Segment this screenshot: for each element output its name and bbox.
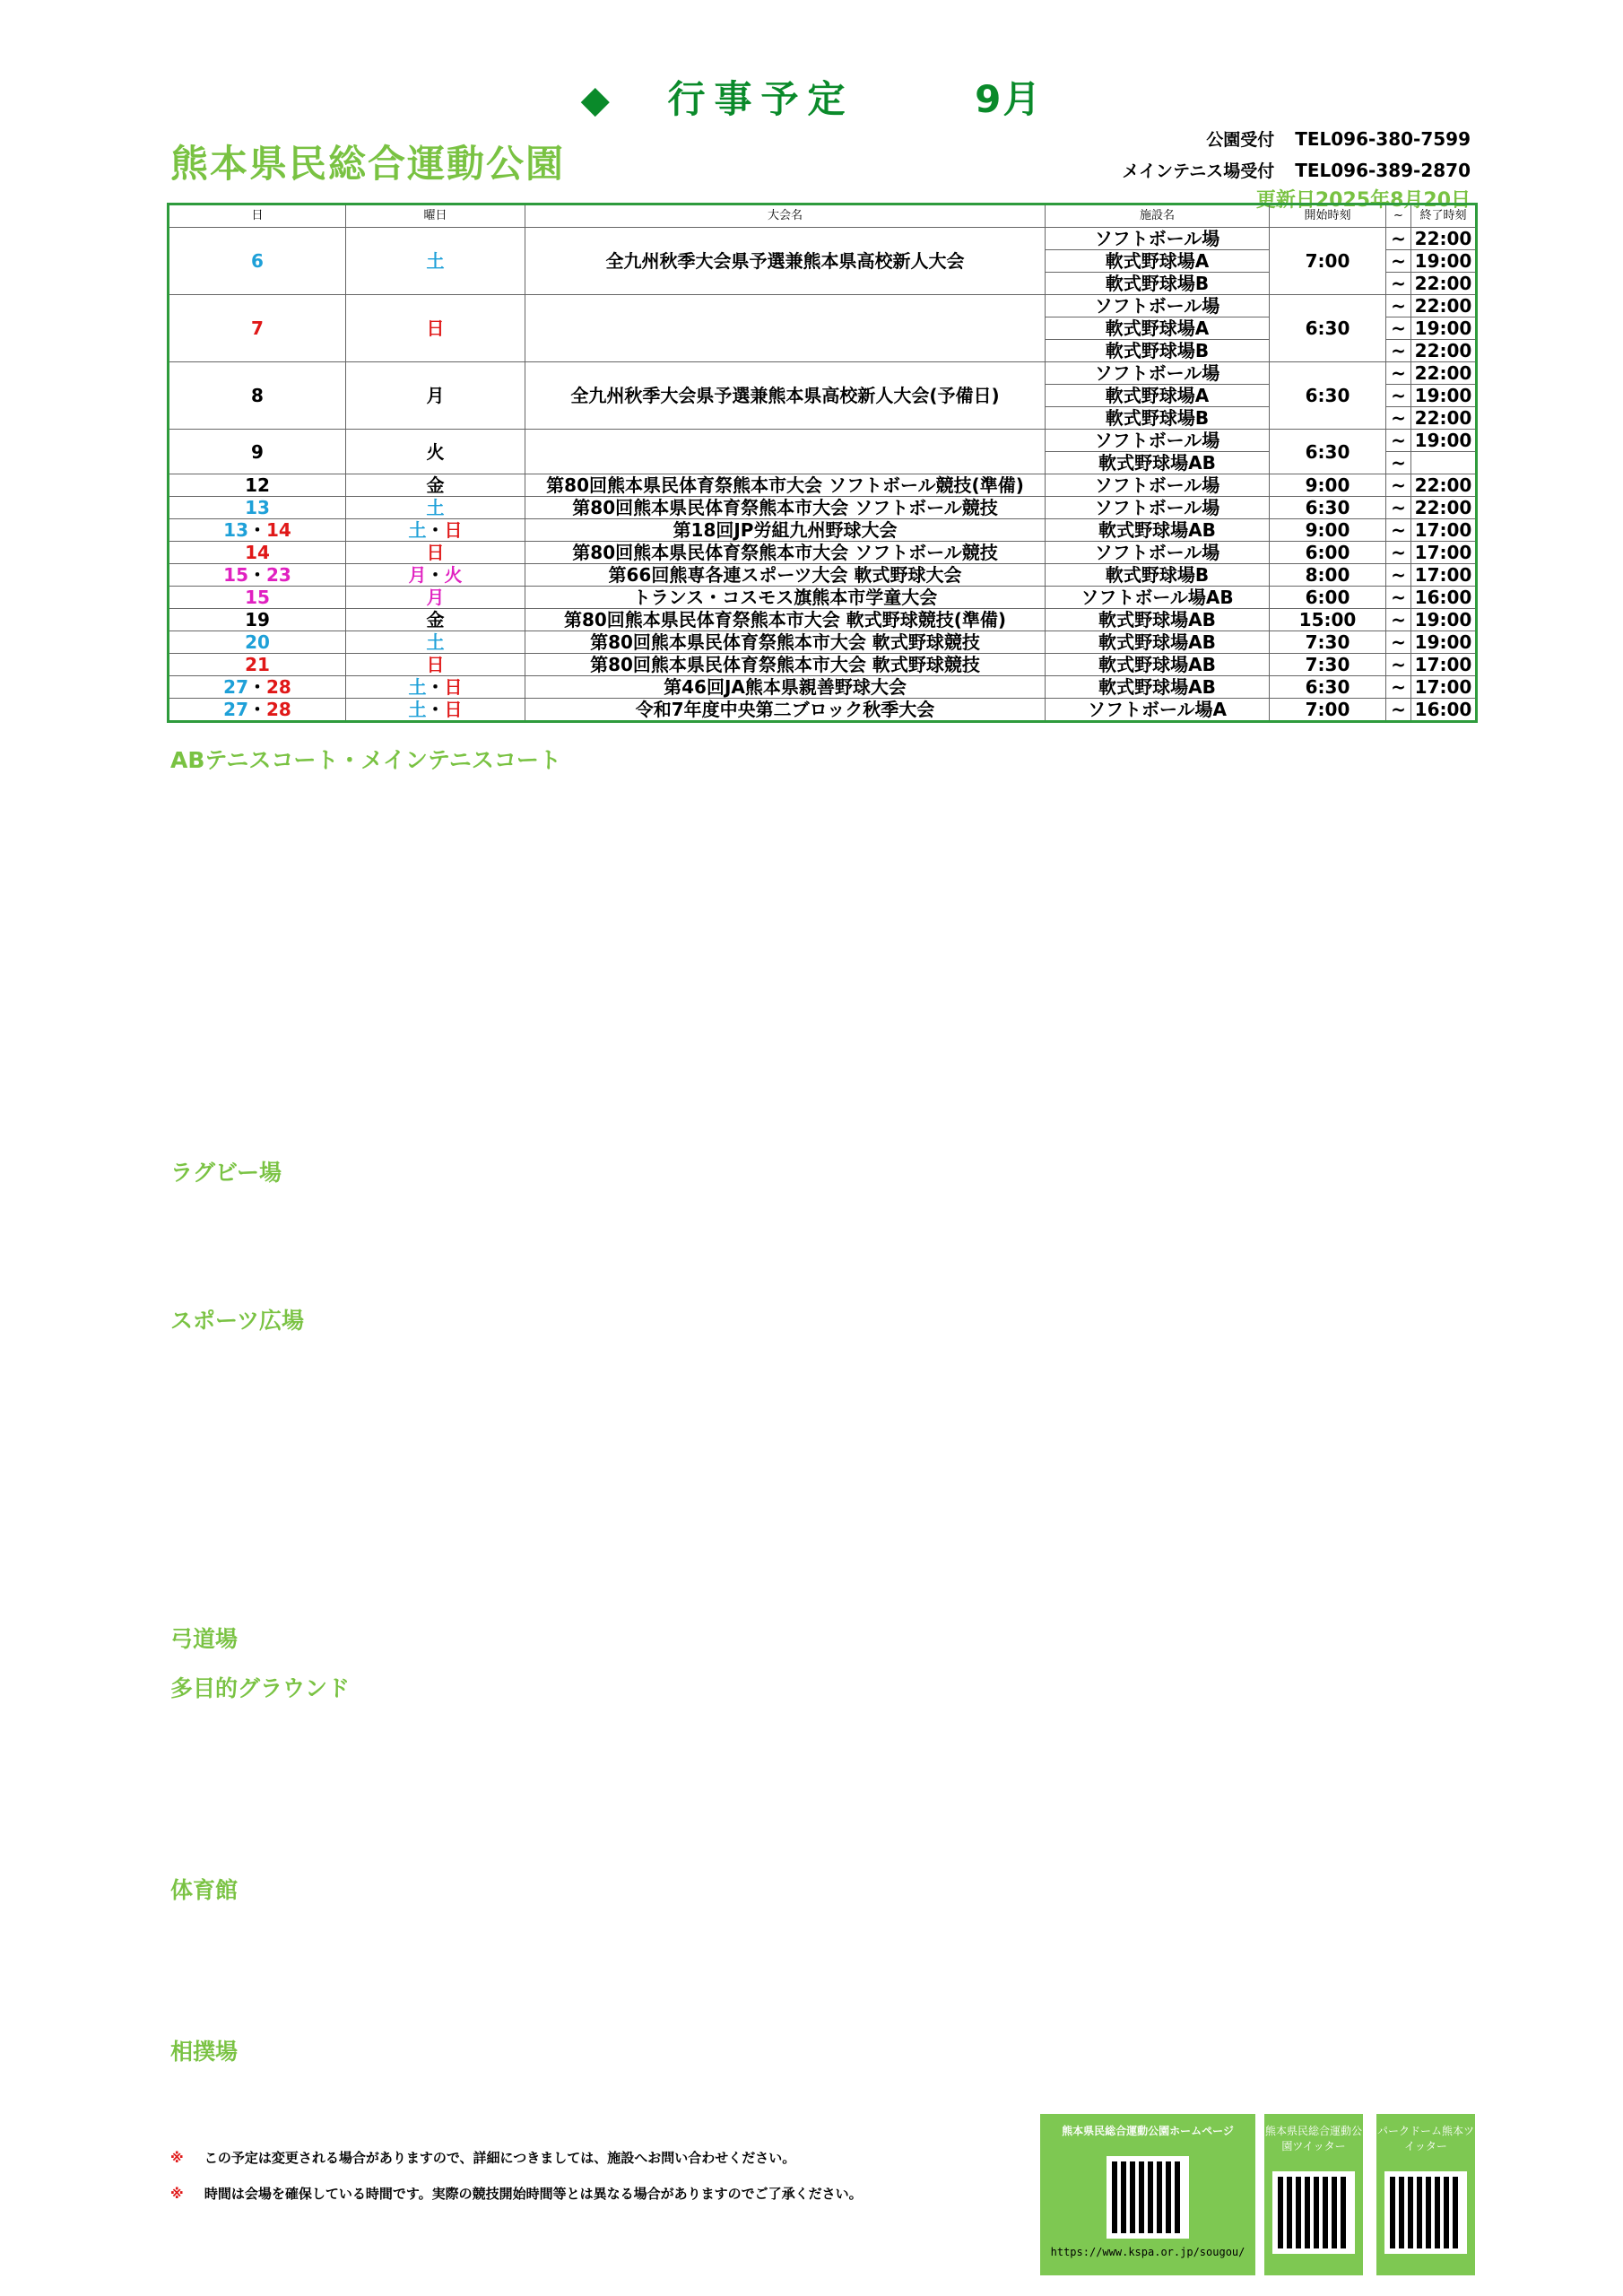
day-cell: 12 <box>245 474 270 496</box>
venue-cell: 軟式野球場B <box>1046 340 1270 362</box>
event-cell: 第80回熊本県民体育祭熊本市大会 軟式野球競技(準備) <box>525 609 1046 631</box>
qr-twitter-park[interactable] <box>1264 2114 1363 2275</box>
table-row <box>169 497 1477 519</box>
weekday-cell: 土 <box>408 519 427 541</box>
qr-twitter-dome[interactable] <box>1376 2114 1475 2275</box>
diamond-icon: ◆ <box>580 77 619 121</box>
table-row <box>169 542 1477 564</box>
end-time-cell: 17:00 <box>1411 654 1477 676</box>
tilde-cell: ~ <box>1386 385 1411 407</box>
tilde-cell: ~ <box>1386 699 1411 722</box>
park-name: 熊本県民総合運動公園 <box>170 142 566 186</box>
day-cell: 21 <box>245 654 270 675</box>
section-title: 体育館 <box>170 1877 239 1903</box>
table-row <box>169 295 1477 317</box>
tilde-cell: ~ <box>1386 407 1411 430</box>
tilde-cell: ~ <box>1386 542 1411 564</box>
weekday-cell: 日 <box>444 519 463 541</box>
day-cell: 14 <box>245 542 270 563</box>
tilde-cell: ~ <box>1386 631 1411 654</box>
weekday-cell: 土 <box>408 699 427 720</box>
start-time-cell: 6:30 <box>1270 430 1386 474</box>
venue-cell: ソフトボール場AB <box>1046 587 1270 609</box>
end-time-cell: 19:00 <box>1411 631 1477 654</box>
day-cell: 23 <box>266 564 291 586</box>
venue-cell: 軟式野球場AB <box>1046 609 1270 631</box>
header-venue: 施設名 <box>1046 204 1270 228</box>
event-cell <box>525 295 1046 362</box>
weekday-cell: 日 <box>426 317 445 339</box>
footer-note-2 <box>170 2184 863 2203</box>
event-cell: 第80回熊本県民体育祭熊本市大会 ソフトボール競技 <box>525 542 1046 564</box>
tilde-cell: ~ <box>1386 250 1411 273</box>
venue-cell: 軟式野球場AB <box>1046 654 1270 676</box>
venue-cell: ソフトボール場A <box>1046 699 1270 722</box>
table-row <box>169 430 1477 452</box>
table-row: 27・28 土・日 令和7年度中央第二ブロック秋季大会 ソフトボール場A 7:00 ~ 16:00 <box>169 699 1477 722</box>
weekday-cell: 日 <box>444 699 463 720</box>
end-time-cell: 22:00 <box>1411 295 1477 317</box>
tilde-cell: ~ <box>1386 654 1411 676</box>
day-cell: 15 <box>245 587 270 608</box>
day-cell: 8 <box>251 385 264 406</box>
note-text: 時間は会場を確保している時間です。実際の競技開始時間等とは異なる場合がありますのでご了承ください。 <box>204 2186 863 2202</box>
tilde-cell: ~ <box>1386 340 1411 362</box>
start-time-cell: 9:00 <box>1270 519 1386 542</box>
event-cell: 第80回熊本県民体育祭熊本市大会 ソフトボール競技(準備) <box>525 474 1046 497</box>
note-text: この予定は変更される場合がありますので、詳細につきましては、施設へお問い合わせください。 <box>204 2150 796 2166</box>
event-cell <box>525 430 1046 474</box>
end-time-cell: 16:00 <box>1411 587 1477 609</box>
weekday-cell: 金 <box>426 609 445 631</box>
day-cell: 9 <box>251 440 264 463</box>
event-cell: 第80回熊本県民体育祭熊本市大会 軟式野球競技 <box>525 654 1046 676</box>
table-row: 15・23 月・火 第66回熊専各連スポーツ大会 軟式野球大会 軟式野球場B 8:00 ~ 17:00 <box>169 564 1477 587</box>
end-time-cell: 22:00 <box>1411 362 1477 385</box>
venue-cell: 軟式野球場B <box>1046 407 1270 430</box>
end-time-cell: 22:00 <box>1411 497 1477 519</box>
section-title: 弓道場 <box>170 1626 239 1652</box>
table-row <box>169 654 1477 676</box>
day-cell: 28 <box>266 699 291 720</box>
event-cell: 令和7年度中央第二ブロック秋季大会 <box>525 699 1046 722</box>
day-cell: 7 <box>251 317 264 339</box>
tilde-cell: ~ <box>1386 362 1411 385</box>
weekday-cell: 土 <box>426 497 445 518</box>
header-weekday: 曜日 <box>346 204 525 228</box>
end-time-cell: 17:00 <box>1411 676 1477 699</box>
tilde-cell: ~ <box>1386 676 1411 699</box>
table-row <box>169 474 1477 497</box>
title-text: 行事予定 <box>667 77 855 121</box>
table-row <box>169 362 1477 385</box>
venue-cell: 軟式野球場A <box>1046 250 1270 273</box>
day-cell: 6 <box>251 250 264 272</box>
start-time-cell: 7:00 <box>1270 699 1386 722</box>
end-time-cell: 19:00 <box>1411 385 1477 407</box>
end-time-cell: 19:00 <box>1411 609 1477 631</box>
day-cell: 14 <box>266 519 291 541</box>
weekday-cell: 月 <box>426 587 445 608</box>
section-title: 相撲場 <box>170 2039 239 2065</box>
qr-code-icon <box>1272 2171 1355 2254</box>
day-cell: 27 <box>223 676 248 698</box>
section-title: スポーツ広場 <box>170 1308 305 1334</box>
venue-cell: ソフトボール場 <box>1046 497 1270 519</box>
venue-cell: ソフトボール場 <box>1046 430 1270 452</box>
start-time-cell: 6:30 <box>1270 295 1386 362</box>
end-time-cell: 17:00 <box>1411 564 1477 587</box>
note-mark: ※ <box>170 2150 184 2166</box>
contact-park-tel: TEL096-380-7599 <box>1295 128 1471 150</box>
start-time-cell: 9:00 <box>1270 474 1386 497</box>
qr-code-icon <box>1384 2171 1467 2254</box>
start-time-cell: 6:00 <box>1270 587 1386 609</box>
section-title: ABテニスコート・メインテニスコート <box>170 747 561 773</box>
weekday-cell: 月 <box>426 385 445 406</box>
venue-cell: 軟式野球場A <box>1046 385 1270 407</box>
end-time-cell <box>1411 452 1477 474</box>
contact-block <box>1122 124 1471 187</box>
venue-cell: ソフトボール場 <box>1046 542 1270 564</box>
title-month: 9月 <box>975 77 1043 121</box>
header-day: 日 <box>169 204 346 228</box>
weekday-cell: 月 <box>408 564 427 586</box>
tilde-cell: ~ <box>1386 497 1411 519</box>
table-row <box>169 228 1477 250</box>
weekday-cell: 土 <box>426 631 445 653</box>
end-time-cell: 22:00 <box>1411 340 1477 362</box>
page-title <box>0 70 1623 124</box>
footer-note-1 <box>170 2148 795 2167</box>
end-time-cell: 17:00 <box>1411 519 1477 542</box>
event-cell: 第80回熊本県民体育祭熊本市大会 軟式野球競技 <box>525 631 1046 654</box>
tilde-cell: ~ <box>1386 273 1411 295</box>
table-row <box>169 609 1477 631</box>
qr-code-icon <box>1107 2156 1189 2239</box>
day-cell: 27 <box>223 699 248 720</box>
venue-cell: ソフトボール場 <box>1046 362 1270 385</box>
tilde-cell: ~ <box>1386 587 1411 609</box>
qr-homepage-label: 熊本県民総合運動公園ホームページ <box>1062 2125 1234 2137</box>
end-time-cell: 22:00 <box>1411 228 1477 250</box>
start-time-cell: 7:30 <box>1270 654 1386 676</box>
day-cell: 19 <box>245 609 270 631</box>
tilde-cell: ~ <box>1386 474 1411 497</box>
tilde-cell: ~ <box>1386 228 1411 250</box>
start-time-cell: 8:00 <box>1270 564 1386 587</box>
venue-cell: 軟式野球場AB <box>1046 519 1270 542</box>
qr-twitter-park-label: 熊本県民総合運動公園ツイッター <box>1264 2125 1362 2152</box>
event-cell: 第18回JP労組九州野球大会 <box>525 519 1046 542</box>
weekday-cell: 火 <box>426 440 445 463</box>
updated-date: 更新日2025年8月20日 <box>1255 189 1471 212</box>
day-cell: 15 <box>223 564 248 586</box>
venue-cell: ソフトボール場 <box>1046 295 1270 317</box>
event-cell: 第46回JA熊本県親善野球大会 <box>525 676 1046 699</box>
contact-park-label: 公園受付 <box>1206 130 1275 150</box>
day-cell: 13 <box>223 519 248 541</box>
day-cell: 28 <box>266 676 291 698</box>
venue-cell: ソフトボール場 <box>1046 228 1270 250</box>
start-time-cell: 15:00 <box>1270 609 1386 631</box>
table-row <box>169 587 1477 609</box>
tilde-cell: ~ <box>1386 519 1411 542</box>
event-cell: トランス・コスモス旗熊本市学童大会 <box>525 587 1046 609</box>
weekday-cell: 土 <box>426 250 445 272</box>
event-cell: 全九州秋季大会県予選兼熊本県高校新人大会(予備日) <box>525 362 1046 430</box>
section-title: ラグビー場 <box>170 1160 282 1186</box>
venue-cell: 軟式野球場AB <box>1046 452 1270 474</box>
weekday-cell: 金 <box>426 474 445 496</box>
day-cell: 20 <box>245 631 270 653</box>
start-time-cell: 7:30 <box>1270 631 1386 654</box>
table-row: 27・28 土・日 第46回JA熊本県親善野球大会 軟式野球場AB 6:30 ~ 17:00 <box>169 676 1477 699</box>
table-row: 13・14 土・日 第18回JP労組九州野球大会 軟式野球場AB 9:00 ~ 17:00 <box>169 519 1477 542</box>
weekday-cell: 日 <box>444 676 463 698</box>
section-title: 多目的グラウンド <box>170 1675 351 1701</box>
end-time-cell: 22:00 <box>1411 407 1477 430</box>
start-time-cell: 6:30 <box>1270 676 1386 699</box>
end-time-cell: 19:00 <box>1411 317 1477 340</box>
contact-tennis-tel: TEL096-389-2870 <box>1295 160 1471 181</box>
tilde-cell: ~ <box>1386 564 1411 587</box>
venue-cell: 軟式野球場AB <box>1046 676 1270 699</box>
start-time-cell: 6:30 <box>1270 497 1386 519</box>
start-time-cell: 6:30 <box>1270 362 1386 430</box>
end-time-cell: 19:00 <box>1411 430 1477 452</box>
weekday-cell: 火 <box>444 564 463 586</box>
end-time-cell: 16:00 <box>1411 699 1477 722</box>
qr-homepage[interactable] <box>1040 2114 1255 2275</box>
weekday-cell: 日 <box>426 542 445 563</box>
event-cell: 全九州秋季大会県予選兼熊本県高校新人大会 <box>525 228 1046 295</box>
start-time-cell: 6:00 <box>1270 542 1386 564</box>
schedule-table <box>167 203 1478 723</box>
header-tilde: ~ <box>1386 204 1411 228</box>
note-mark: ※ <box>170 2186 184 2202</box>
contact-tennis <box>1122 155 1471 187</box>
venue-cell: 軟式野球場A <box>1046 317 1270 340</box>
start-time-cell: 7:00 <box>1270 228 1386 295</box>
header-end: 終了時刻 <box>1411 204 1477 228</box>
tilde-cell: ~ <box>1386 609 1411 631</box>
header-event: 大会名 <box>525 204 1046 228</box>
end-time-cell: 17:00 <box>1411 542 1477 564</box>
tilde-cell: ~ <box>1386 452 1411 474</box>
venue-cell: 軟式野球場B <box>1046 273 1270 295</box>
tilde-cell: ~ <box>1386 430 1411 452</box>
header-start: 開始時刻 <box>1270 204 1386 228</box>
weekday-cell: 日 <box>426 654 445 675</box>
table-row <box>169 631 1477 654</box>
venue-cell: 軟式野球場B <box>1046 564 1270 587</box>
contact-tennis-label: メインテニス場受付 <box>1122 161 1275 181</box>
end-time-cell: 19:00 <box>1411 250 1477 273</box>
tilde-cell: ~ <box>1386 317 1411 340</box>
event-cell: 第66回熊専各連スポーツ大会 軟式野球大会 <box>525 564 1046 587</box>
qr-twitter-dome-label: パークドーム熊本ツイッター <box>1376 2125 1474 2152</box>
contact-park <box>1122 124 1471 155</box>
event-cell: 第80回熊本県民体育祭熊本市大会 ソフトボール競技 <box>525 497 1046 519</box>
weekday-cell: 土 <box>408 676 427 698</box>
qr-homepage-url[interactable]: https://www.kspa.or.jp/sougou/ <box>1050 2246 1245 2258</box>
end-time-cell: 22:00 <box>1411 474 1477 497</box>
tilde-cell: ~ <box>1386 295 1411 317</box>
venue-cell: ソフトボール場 <box>1046 474 1270 497</box>
end-time-cell: 22:00 <box>1411 273 1477 295</box>
venue-cell: 軟式野球場AB <box>1046 631 1270 654</box>
day-cell: 13 <box>245 497 270 518</box>
